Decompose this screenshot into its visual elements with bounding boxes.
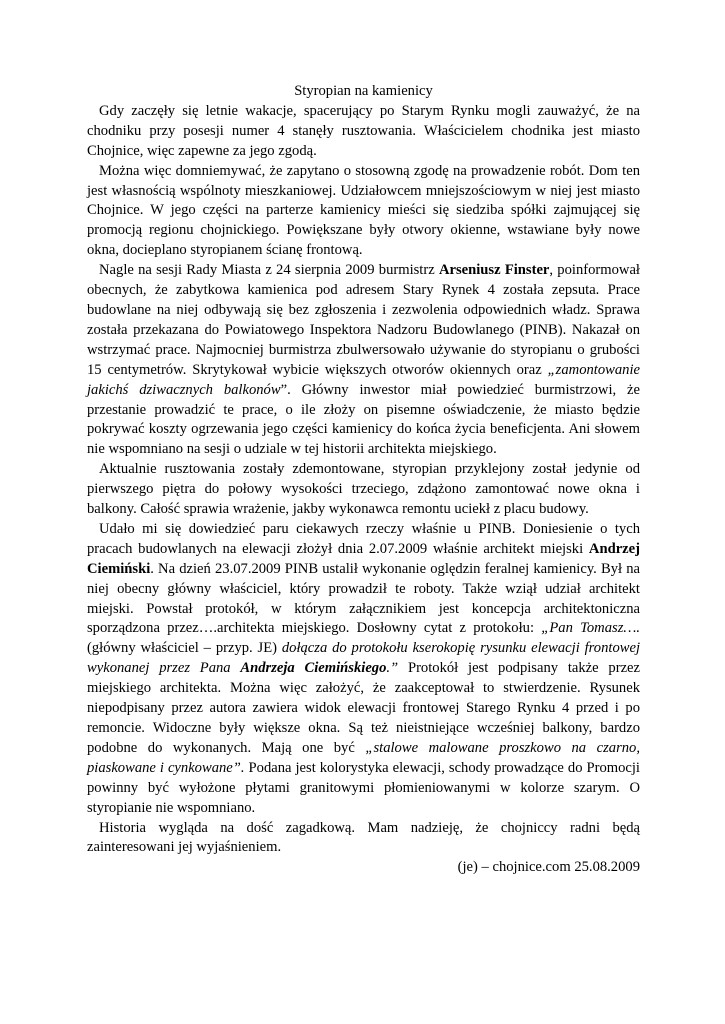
paragraph-1 bbox=[87, 102, 640, 162]
paragraph-3-text-2: , poinformował obecnych, że zabytkowa kamienica pod adresem Stary Rynek 4 została zepsuta. Prace budowlane na niej odbywają się bez zgłoszenia i zezwolenia odpowiednich władz. Sprawa została przekazana do Powiatowego Inspektora Nadzoru Budowlanego (PINB). Nakazał on wstrzymać prace. Najmocniej burmistrza zbulwersowało używanie do styropianu o grubości 15 centymetrów. Skrytykował wybicie większych otworów okiennych oraz bbox=[87, 262, 640, 378]
paragraph-5-text-4: Protokół jest podpisany także przez miejskiego architekta. Można więc założyć, że zaakceptował to stwierdzenie. Rysunek niepodpisany przez autora zawiera widok elewacji frontowej Starego Rynku 4 przed i po remoncie. Widoczne były większe okna. Są też nieistniejące wcześniej balkony, bardzo podobne do wykonanych. Mają one być bbox=[87, 660, 640, 756]
signature: (je) – chojnice.com 25.08.2009 bbox=[457, 859, 640, 876]
paragraph-5-text-1: Udało mi się dowiedzieć paru ciekawych rzeczy właśnie u PINB. Doniesienie o tych pracach budowlanych na elewacji złożył dnia 2.07.2009 właśnie architekt miejski bbox=[87, 520, 640, 557]
paragraph-4-text: Aktualnie rusztowania zostały zdemontowane, styropian przyklejony został jedynie od pierwszego piętra do połowy wysokości trzeciego, zdążono zamontować nowe okna i balkony. Całość sprawia wrażenie, jakby wykonawca remontu uciekł z placu budowy. bbox=[87, 461, 640, 518]
paragraph-3 bbox=[87, 261, 640, 460]
paragraph-5-text-2: . Na dzień 23.07.2009 PINB ustalił wykonanie oględzin feralnej kamienicy. Był na niej obecny główny właściciel, który prowadził te roboty. Także wziął udział architekt miejski. Powstał protokół, w którym załącznikiem jest koncepcja architektoniczna sporządzona przez….architekta miejskiego. Dosłowny cytat z protokołu: bbox=[87, 560, 640, 637]
quote-protocol-start: „Pan Tomasz…. bbox=[541, 620, 640, 637]
paragraph-2-text: Można więc domniemywać, że zapytano o stosowną zgodę na prowadzenie robót. Dom ten jest własnością wspólnoty mieszkaniowej. Udziałowcem mniejszościowym w niej jest miasto Chojnice. W jego części na parterze kamienicy mieści się siedziba spółki zajmującej się promocją regionu chojnickiego. Powiększane były otwory okienne, wstawiane były nowe okna, docieplano styropianem ścianę frontową. bbox=[87, 162, 640, 259]
paragraph-5-text-3: (główny właściciel – przyp. JE) bbox=[87, 640, 282, 657]
paragraph-4 bbox=[87, 460, 640, 520]
paragraph-5 bbox=[87, 520, 640, 819]
paragraph-3-text-3: ”. Główny inwestor miał powiedzieć burmistrzowi, że przestanie prowadzić te prace, o ile złoży on pisemne oświadczenie, że miasto będzie pokrywać koszty ogrzewania jego części kamienicy do końca życia beneficjenta. Ani słowem nie wspomniano na sesji o udziale w tej historii architekta miejskiego. bbox=[87, 381, 640, 458]
paragraph-5-text-5: Podana jest kolorystyka elewacji, schody prowadzące do Promocji powinny być wyłożone płytami granitowymi płomieniowanymi w kolorze szarym. O styropianie nie wspomniano. bbox=[87, 759, 640, 816]
article bbox=[87, 82, 640, 878]
paragraph-6 bbox=[87, 819, 640, 859]
person-name-cieminski: Andrzej Ciemiński bbox=[87, 540, 640, 577]
quote-balcony-spec: „stalowe malowane proszkowo na czarno, piaskowane i cynkowane”. bbox=[87, 739, 640, 776]
quote-balconies: „zamontowanie jakichś dziwacznych balkonów bbox=[87, 361, 640, 398]
quote-protocol-end: .” bbox=[386, 660, 399, 677]
person-name-cieminski-quoted: Andrzeja Ciemińskiego bbox=[240, 660, 387, 677]
quote-protocol-body: dołącza do protokołu kserokopię rysunku elewacji frontowej wykonanej przez Pana bbox=[87, 640, 641, 677]
paragraph-1-text: Gdy zaczęły się letnie wakacje, spacerujący po Starym Rynku mogli zauważyć, że na chodniku przy posesji numer 4 stanęły rusztowania. Właścicielem chodnika jest miasto Chojnice, więc zapewne za jego zgodą. bbox=[87, 102, 640, 159]
paragraph-6-text: Historia wygląda na dość zagadkową. Mam nadzieję, że chojniccy radni będą zainteresowani jej wyjaśnieniem. bbox=[87, 819, 640, 856]
article-title: Styropian na kamienicy bbox=[294, 83, 433, 99]
paragraph-2 bbox=[87, 162, 640, 262]
person-name-finster: Arseniusz Finster bbox=[438, 262, 550, 279]
paragraph-3-text-1: Nagle na sesji Rady Miasta z 24 sierpnia 2009 burmistrz bbox=[99, 262, 439, 279]
